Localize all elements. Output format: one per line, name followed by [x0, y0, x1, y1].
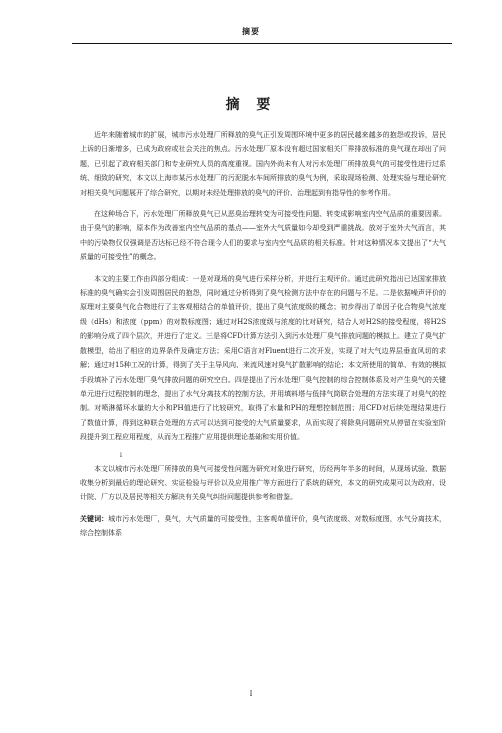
keywords-text: 城市污水处理厂，臭气，大气质量的可接受性，主客观单值评价，臭气浓度级、对数标度图，水气分离技术，综合控制体系 — [80, 514, 447, 538]
keywords — [80, 512, 446, 541]
paragraph-2: 在这种场合下，污水处理厂所释放臭气已从恶臭治理转变为可接受性问题、转变成影响室内空气品质的重要因素。由于臭气的影响，原本作为改善室内空气品质的基点——室外大气质量如今却受到严重挑战。放对于室外大气而言，其中的污染物仅仅强调是否达标已经不符合现今人们的要求与室内空气品质的相关标准。针对这种情况本文提出了“大气质量的可接受性”的概念。 — [80, 210, 446, 262]
paragraph-3: 本文的主要工作由四部分组成：一是对现场的臭气进行采样分析，并进行主观评价。通过此研究指出已达国家排放标准的臭气确实会引发周围居民的抱怨，同时通过分析得到了臭气检测方法中存在的问题与不足。二是依据噪声评价的原理对主要臭气化合物进行了主客观相结合的单值评价，提出了臭气浓度级的概念；初步得出了单因子化合物臭气浓度级（dHs）和浓度（ppm）的对数标度图；通过对H2S浓度级与浓度的比对研究，结合人对H2S的接受程度，将H2S的影响分成了四个层次，并进行了定义。三是将CFD计算方法引入到污水处理厂臭气排放问题的模拟上。建立了臭气扩散模型，给出了相应的边界条件及确定方法；采用C语言对Fluent进行二次开发，实现了对大气边界层垂直风切的求解；通过对15种工况的计算，得到了关于主导风向、来流风速对臭气扩散影响的结论；本文所使用的简单、有效的模拟手段填补了污水处理厂臭气排放问题的研究空白。四是提出了污水处理厂臭气控制的综合控制体系及对产生臭气的关键单元进行过程控制的理念，提出了水气分离技术的控制方法，并用填料塔与低排气筒联合处理的方法实现了对臭气的控制。对喷淋循环水量的大小和PH值进行了比较研究，取得了水量和PH的理想控制范围；用CFD对后续处理结果进行了数值计算，得到这种联合处理的方式可以达到可接受的大气质量要求，从而实现了将除臭问题研究从停留在实验室阶段提升到工程应用程度，从而为工程推广应用提供理论基础和实用价值。 — [80, 274, 446, 442]
paragraph-1: 近年来随着城市的扩展，城市污水处理厂所释放的臭气正引发周围环境中更多的居民越来越多的抱怨或投诉，居民上诉的日渐增多，已成为政府或社会关注的焦点。污水处理厂原本没有超过国家相关厂界排放标准的臭气现在却出了问题，已引起了政府相关部门和专业研究人员的高度重视。国内外尚未有人对污水处理厂所排放臭气的可接受性进行过系统、细致的研究，本文以上海市某污水处理厂的污泥脱水车间所排放的臭气为例，采取现场检测、处理实验与理论研究对相关臭气问题展开了综合研究，以期对未经处理排放的臭气的评价、治理起到有指导性的参考作用。 — [80, 131, 446, 197]
running-header: 摘要 — [242, 26, 260, 36]
keywords-label: 关键词： — [80, 513, 109, 523]
paragraph-4: 本文以城市污水处理厂所排放的臭气可接受性问题为研究对象进行研究，历经两年半多的时间，从现场试验、数据收集分析到最后的理论研究、实证检验与评价以及应用推广等方面进行了系统的研究，本文的研究成果可以为政府、设计院、厂方以及居民等相关方解决有关臭气纠纷问题提供参考和借鉴。 — [80, 464, 446, 502]
page-number: I — [249, 690, 253, 698]
margin-mark: i — [120, 451, 122, 459]
abstract-title: 摘 要 — [225, 97, 277, 113]
header-rule — [72, 43, 452, 44]
abstract-body — [80, 128, 446, 541]
